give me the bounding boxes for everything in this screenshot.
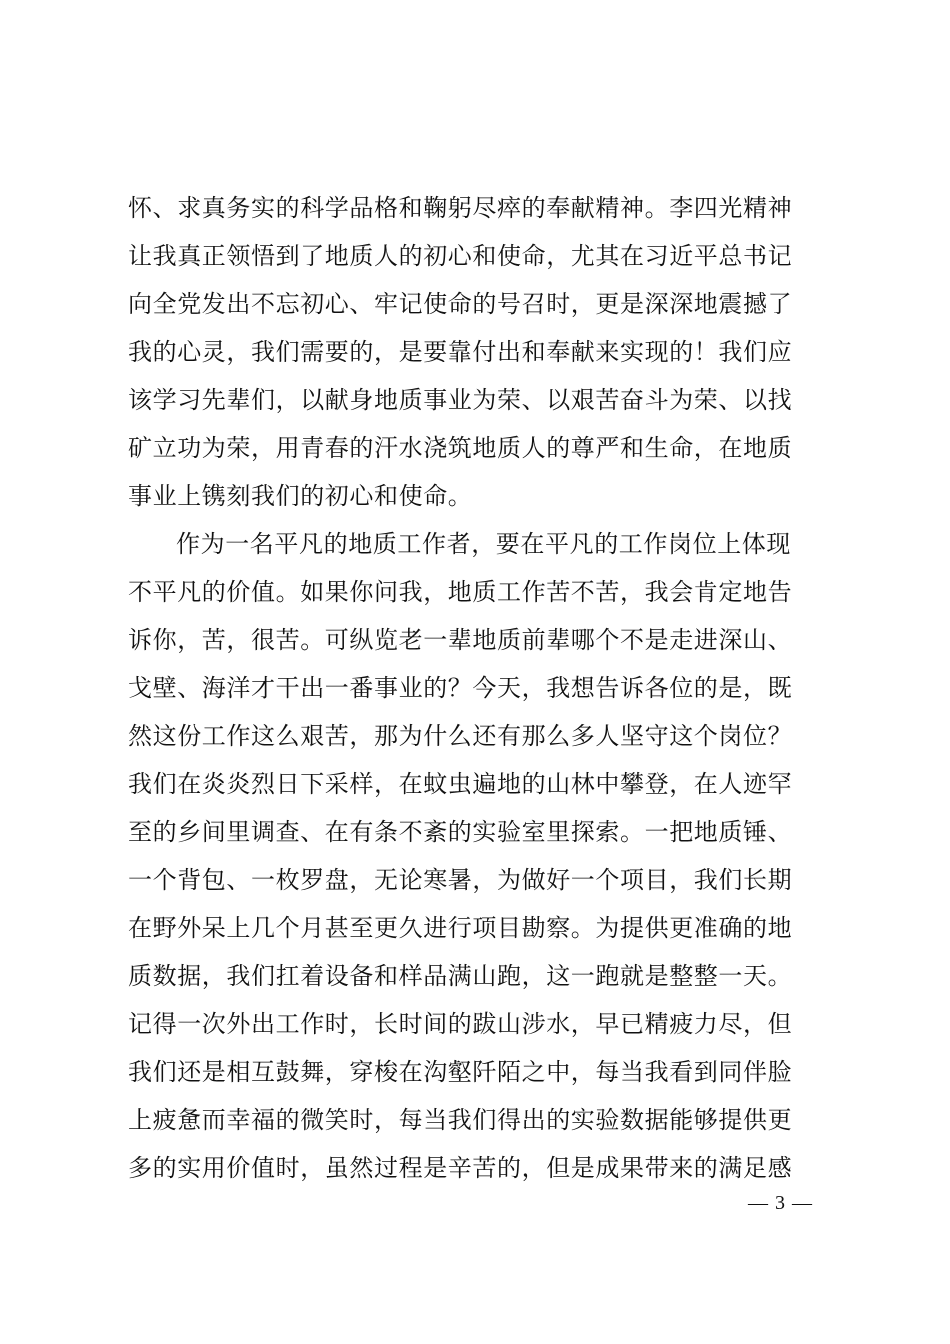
text-line-2: 让我真正领悟到了地质人的初心和使命，尤其在习近平总书记 [128, 242, 793, 270]
text-line-12: 然这份工作这么艰苦，那为什么还有那么多人坚守这个岗位？ [128, 722, 793, 750]
text-line-17: 质数据，我们扛着设备和样品满山跑，这一跑就是整整一天。 [128, 962, 793, 990]
text-line-14: 至的乡间里调查、在有条不紊的实验室里探索。一把地质锤、 [128, 818, 793, 846]
text-line-11: 戈壁、海洋才干出一番事业的？今天，我想告诉各位的是，既 [128, 674, 793, 702]
text-line-19: 我们还是相互鼓舞，穿梭在沟壑阡陌之中，每当我看到同伴脸 [128, 1058, 793, 1086]
text-line-10: 诉你，苦，很苦。可纵览老一辈地质前辈哪个不是走进深山、 [128, 626, 793, 654]
text-line-9: 不平凡的价值。如果你问我，地质工作苦不苦，我会肯定地告 [128, 578, 793, 606]
text-line-8: 作为一名平凡的地质工作者，要在平凡的工作岗位上体现 [176, 530, 791, 558]
text-line-15: 一个背包、一枚罗盘，无论寒暑，为做好一个项目，我们长期 [128, 866, 793, 894]
page-number: — 3 — [748, 1192, 813, 1214]
text-line-18: 记得一次外出工作时，长时间的跋山涉水，早已精疲力尽，但 [128, 1010, 793, 1038]
text-line-6: 矿立功为荣，用青春的汗水浇筑地质人的尊严和生命，在地质 [128, 434, 793, 462]
text-line-7: 事业上镌刻我们的初心和使命。 [128, 482, 473, 510]
text-line-13: 我们在炎炎烈日下采样，在蚊虫遍地的山林中攀登，在人迹罕 [128, 770, 793, 798]
body-text [128, 184, 828, 1192]
text-line-16: 在野外呆上几个月甚至更久进行项目勘察。为提供更准确的地 [128, 914, 793, 942]
text-line-4: 我的心灵，我们需要的，是要靠付出和奉献来实现的！我们应 [128, 338, 793, 366]
text-line-3: 向全党发出不忘初心、牢记使命的号召时，更是深深地震撼了 [128, 290, 793, 318]
text-line-1: 怀、求真务实的科学品格和鞠躬尽瘁的奉献精神。李四光精神 [128, 194, 793, 222]
text-line-21: 多的实用价值时，虽然过程是辛苦的，但是成果带来的满足感 [128, 1154, 793, 1182]
text-line-20: 上疲惫而幸福的微笑时，每当我们得出的实验数据能够提供更 [128, 1106, 793, 1134]
text-line-5: 该学习先辈们，以献身地质事业为荣、以艰苦奋斗为荣、以找 [128, 386, 793, 414]
